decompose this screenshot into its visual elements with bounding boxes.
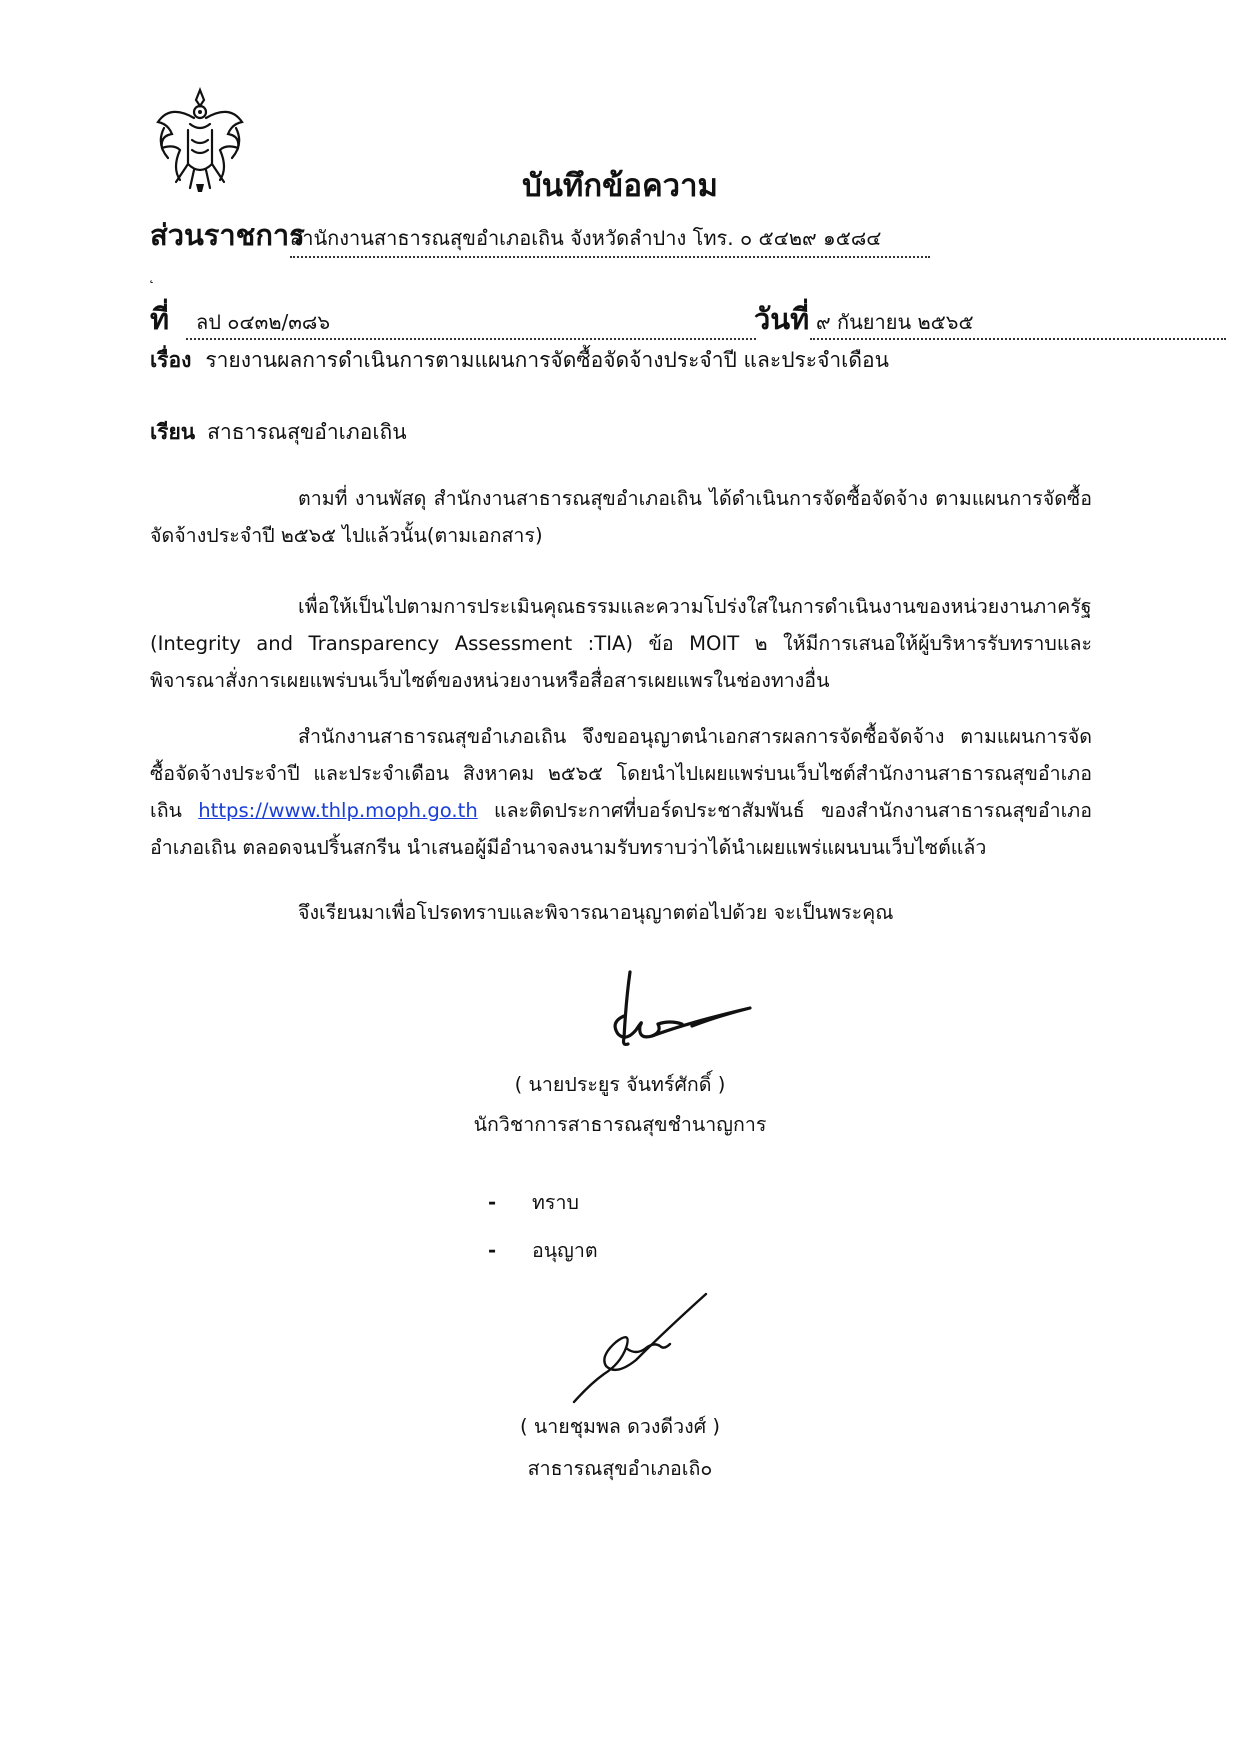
ref-value: ลป ๐๔๓๒/๓๘๖ <box>186 306 756 340</box>
stray-mark: ˛ <box>148 268 155 284</box>
subject-line <box>150 344 889 377</box>
department-value: สำนักงานสาธารณสุขอำเภอเถิน จังหวัดลำปาง โทร. ๐ ๕๔๒๙ ๑๕๘๔ <box>290 222 930 258</box>
subject-value: รายงานผลการดำเนินการตามแผนการจัดซื้อจัดจ้างประจำปี และประจำเดือน <box>205 348 889 372</box>
signer-2-position: สาธารณสุขอำเภอเถิ๐ <box>527 1457 713 1480</box>
option-1-text: ทราบ <box>532 1191 579 1214</box>
department-label: ส่วนราชการ <box>150 218 305 252</box>
signer-2-name: ( นายชุมพล ดวงดีวงศ์ ) <box>519 1415 720 1438</box>
memo-title: บันทึกข้อความ <box>522 168 718 204</box>
option-acknowledge <box>488 1186 579 1218</box>
signer-1-name: ( นายประยูร จันทร์ศักดิ์ ) <box>514 1073 726 1096</box>
paragraph-3 <box>150 718 1092 866</box>
option-2-dash: - <box>488 1239 497 1262</box>
option-2-text: อนุญาต <box>532 1239 598 1262</box>
paragraph-3-text-b: และติดประกาศที่บอร์ดประชาสัมพันธ์ ของสำนักงานสาธารณสุขอำเภออำเภอเถิน ตลอดจนปริ้นสกรีน นำเสนอผู้มีอำนาจลงนามรับทราบว่าได้นำเผยแพร่แผนบนเว็บไซต์แล้ว <box>150 799 1092 859</box>
ref-label: ที่ <box>150 302 170 336</box>
paragraph-3-text-a: สำนักงานสาธารณสุขอำเภอเถิน จึงขออนุญาตนำเอกสารผลการจัดซื้อจัดจ้าง ตามแผนการจัดซื้อจัดจ้างประจำปี และประจำเดือน สิงหาคม ๒๕๖๕ โดยนำไปเผยแพร่บนเว็บไซต์สำนักงานสาธารณสุขอำเภอเถิน <box>150 725 1092 822</box>
signer-1-position: นักวิชาการสาธารณสุขชำนาญการ <box>473 1113 767 1136</box>
signature-2 <box>556 1290 726 1410</box>
to-value: สาธารณสุขอำเภอเถิน <box>207 420 407 444</box>
date-value: ๙ กันยายน ๒๕๖๕ <box>810 306 1226 340</box>
salutation-line <box>150 416 407 449</box>
subject-label: เรื่อง <box>150 348 192 372</box>
paragraph-1: ตามที่ งานพัสดุ สำนักงานสาธารณสุขอำเภอเถิน ได้ดำเนินการจัดซื้อจัดจ้าง ตามแผนการจัดซื้อจัดจ้างประจำปี ๒๕๖๕ ไปแล้วนั้น(ตามเอกสาร) <box>150 487 1092 547</box>
to-label: เรียน <box>150 420 196 444</box>
closing-line: จึงเรียนมาเพื่อโปรดทราบและพิจารณาอนุญาตต่อไปด้วย จะเป็นพระคุณ <box>298 901 894 924</box>
reference-line <box>150 296 1080 336</box>
option-approve <box>488 1234 598 1266</box>
signature-1 <box>600 960 760 1055</box>
date-label: วันที่ <box>754 302 810 336</box>
department-line <box>150 212 930 254</box>
website-link[interactable]: https://www.thlp.moph.go.th <box>198 799 478 822</box>
option-1-dash: - <box>488 1191 497 1214</box>
paragraph-2: เพื่อให้เป็นไปตามการประเมินคุณธรรมและความโปร่งใสในการดำเนินงานของหน่วยงานภาครัฐ (Integrity and Transparency Assessment :TIA) ข้อ MOIT ๒ ให้มีการเสนอให้ผู้บริหารรับทราบและพิจารณาสั่งการเผยแพร่บนเว็บไซต์ของหน่วยงานหรือสื่อสารเผยแพรในช่องทางอื่น <box>150 595 1092 692</box>
